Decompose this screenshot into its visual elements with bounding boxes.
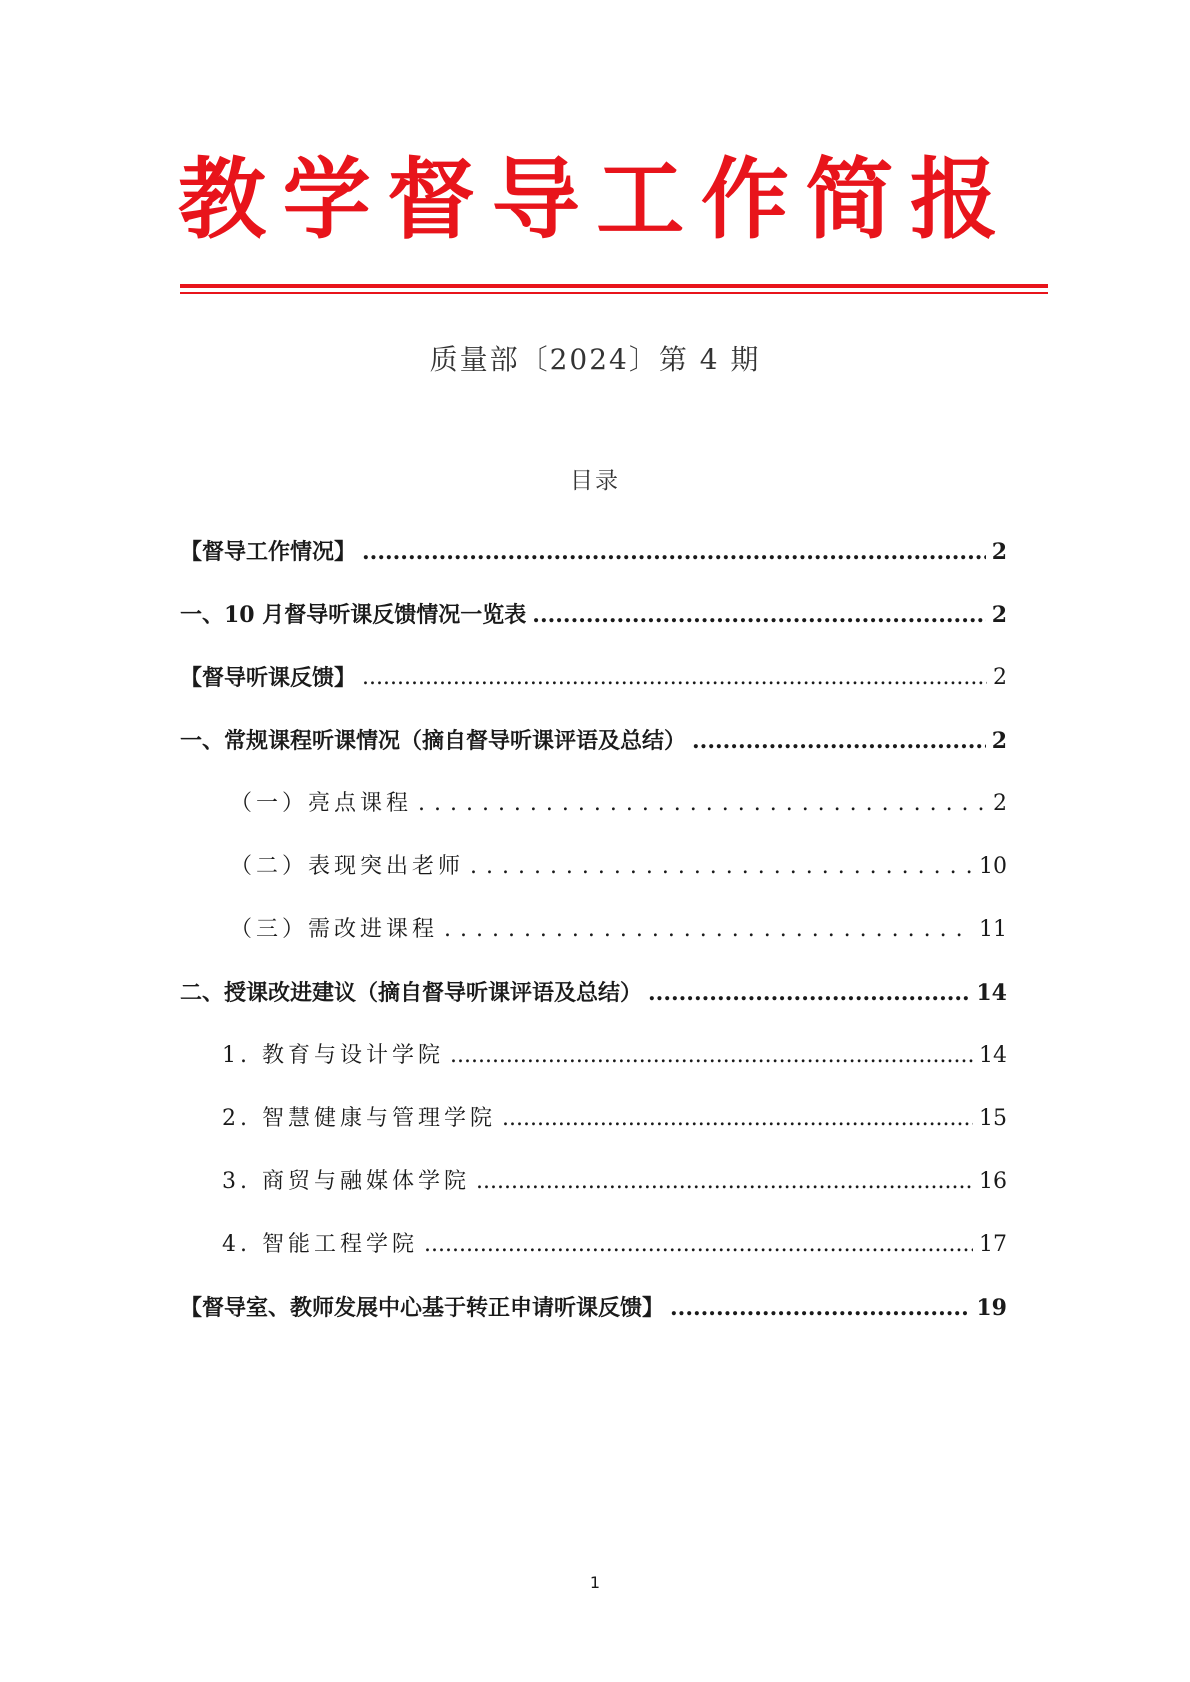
title-char: 作	[700, 148, 789, 251]
toc-leader-dots	[362, 662, 987, 694]
toc-entry-page: 16	[979, 1169, 1007, 1194]
title-char: 导	[491, 148, 580, 251]
toc-entry-label: 3. 商贸与融媒体学院	[222, 1169, 470, 1194]
title-char: 报	[909, 148, 998, 251]
toc-entry-label: 一、常规课程听课情况（摘自督导听课评语及总结）	[180, 728, 687, 754]
issue-number: 质量部〔2024〕第 4 期	[429, 343, 761, 376]
toc-entry[interactable]	[222, 1225, 1007, 1261]
toc-entry[interactable]	[222, 1162, 1007, 1198]
toc-leader-dots	[648, 977, 970, 1009]
toc-entry[interactable]	[230, 784, 1007, 820]
toc-entry-page: 14	[979, 1043, 1007, 1068]
title-char: 工	[596, 148, 685, 251]
toc-entry-label: 4. 智能工程学院	[222, 1232, 418, 1257]
toc-entry-page: 11	[979, 917, 1007, 942]
toc-entry[interactable]	[230, 847, 1007, 883]
toc-entry-page: 14	[976, 980, 1007, 1006]
toc-entry-label: （三）需改进课程	[230, 917, 439, 942]
toc-entry-label: 二、授课改进建议（摘自督导听课评语及总结）	[180, 980, 643, 1006]
title-char: 简	[805, 148, 894, 251]
toc-entry[interactable]	[180, 1288, 1007, 1324]
toc-entry-page: 2	[991, 539, 1007, 565]
title-divider-thin	[180, 292, 1048, 294]
toc-leader-dots	[502, 1103, 973, 1135]
toc-entry-page: 2	[993, 665, 1007, 690]
toc-entry-label: （二）表现突出老师	[230, 854, 465, 879]
toc-entry-page: 2	[991, 728, 1007, 754]
title-divider-thick	[180, 284, 1048, 288]
toc-entry[interactable]	[180, 973, 1007, 1009]
report-title	[178, 140, 998, 260]
toc-leader-dots	[532, 599, 985, 631]
toc-leader-dots	[450, 1040, 973, 1072]
toc-leader-dots	[418, 788, 987, 820]
toc-entry-page: 19	[976, 1295, 1007, 1321]
toc-entry-page: 15	[979, 1106, 1007, 1131]
toc-leader-dots	[476, 1166, 973, 1198]
title-char: 教	[178, 148, 267, 251]
toc-entry-label: 【督导室、教师发展中心基于转正申请听课反馈】	[180, 1295, 665, 1321]
toc-leader-dots	[670, 1292, 970, 1324]
toc-entry-label: 1. 教育与设计学院	[222, 1043, 444, 1068]
toc-entry[interactable]	[230, 910, 1007, 946]
title-char: 学	[282, 148, 371, 251]
toc-entry-page: 10	[979, 854, 1007, 879]
toc-entry-label: 【督导听课反馈】	[180, 665, 357, 691]
toc-heading: 目录	[570, 468, 620, 494]
toc-entry-page: 2	[991, 602, 1007, 628]
toc-entry[interactable]	[180, 532, 1007, 568]
toc-entry[interactable]	[180, 721, 1007, 757]
toc-entry[interactable]	[180, 595, 1007, 631]
toc-leader-dots	[444, 914, 973, 946]
title-char: 督	[387, 148, 476, 251]
toc-leader-dots	[692, 725, 986, 757]
toc-entry[interactable]	[180, 658, 1007, 694]
toc-entry-page: 17	[979, 1232, 1007, 1257]
toc-entry-label: （一）亮点课程	[230, 791, 413, 816]
toc-entry[interactable]	[222, 1099, 1007, 1135]
page-number: 1	[589, 1573, 601, 1592]
toc-entry-label: 【督导工作情况】	[180, 539, 357, 565]
toc-entry-page: 2	[993, 791, 1007, 816]
toc-entry-label: 2. 智慧健康与管理学院	[222, 1106, 496, 1131]
toc-entry-label: 一、10 月督导听课反馈情况一览表	[180, 602, 527, 628]
toc-leader-dots	[362, 536, 986, 568]
toc-entry[interactable]	[222, 1036, 1007, 1072]
toc-leader-dots	[424, 1229, 973, 1261]
toc-leader-dots	[470, 851, 973, 883]
